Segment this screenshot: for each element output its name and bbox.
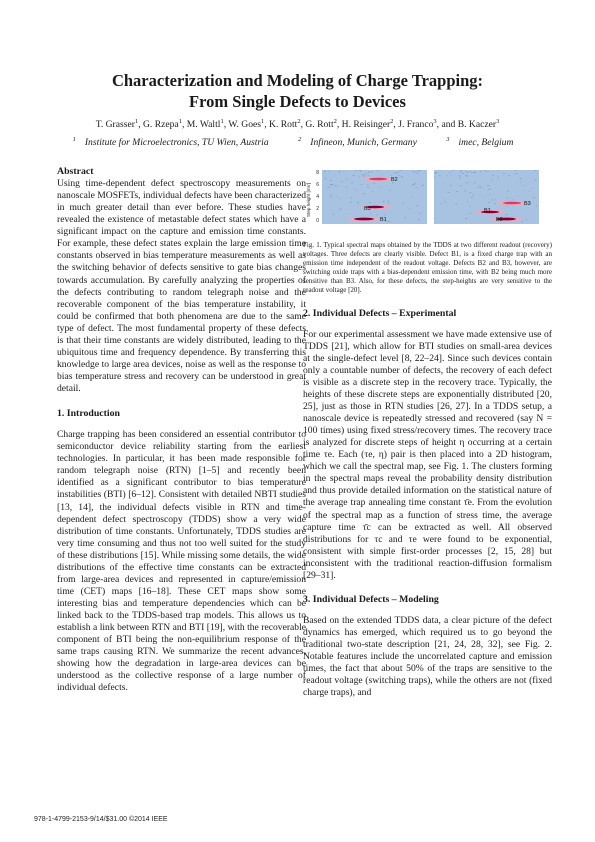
noise-speckle <box>353 175 355 176</box>
noise-speckle <box>471 173 472 174</box>
noise-speckle <box>363 193 365 194</box>
noise-speckle <box>412 197 413 198</box>
noise-speckle <box>388 201 389 202</box>
noise-speckle <box>488 202 489 203</box>
noise-speckle <box>465 175 466 176</box>
noise-speckle <box>472 195 473 196</box>
noise-speckle <box>325 179 326 180</box>
noise-speckle <box>389 190 390 191</box>
noise-speckle <box>384 215 385 216</box>
noise-speckle <box>466 183 468 184</box>
figure-1 <box>306 166 540 234</box>
noise-speckle <box>465 218 467 219</box>
noise-speckle <box>415 172 417 173</box>
noise-speckle <box>492 175 494 176</box>
noise-speckle <box>485 171 486 172</box>
noise-speckle <box>335 186 337 187</box>
noise-speckle <box>351 198 352 199</box>
y-tick-label: 8 <box>316 170 319 176</box>
noise-speckle <box>367 185 368 186</box>
noise-speckle <box>414 183 416 184</box>
noise-speckle <box>462 173 463 174</box>
noise-speckle <box>360 171 361 172</box>
author: G. Rott$^2$, <box>305 117 342 130</box>
y-tick-label: 6 <box>316 182 319 188</box>
noise-speckle <box>403 203 404 204</box>
noise-speckle <box>448 192 450 193</box>
noise-speckle <box>460 172 461 173</box>
noise-speckle <box>409 209 410 210</box>
section-2-heading: 2. Individual Defects – Experimental <box>303 307 457 319</box>
paper-title <box>40 70 555 112</box>
noise-speckle <box>494 203 496 204</box>
noise-speckle <box>419 170 421 171</box>
noise-speckle <box>434 173 436 174</box>
section-3-heading: 3. Individual Defects – Modeling <box>303 593 439 605</box>
map-background <box>434 170 539 224</box>
noise-speckle <box>470 192 472 193</box>
noise-speckle <box>371 172 372 173</box>
noise-speckle <box>503 173 504 174</box>
noise-speckle <box>358 177 359 178</box>
noise-speckle <box>507 197 508 198</box>
noise-speckle <box>354 189 355 190</box>
noise-speckle <box>441 203 442 204</box>
right-column <box>303 166 552 699</box>
noise-speckle <box>474 194 475 195</box>
noise-speckle <box>516 173 518 174</box>
noise-speckle <box>330 180 332 181</box>
affiliations <box>20 137 575 149</box>
noise-speckle <box>327 187 328 188</box>
noise-speckle <box>361 184 363 185</box>
noise-speckle <box>377 170 378 171</box>
noise-speckle <box>480 171 481 172</box>
noise-speckle <box>505 214 507 215</box>
noise-speckle <box>507 206 508 207</box>
noise-speckle <box>523 185 524 186</box>
noise-speckle <box>324 171 326 172</box>
noise-speckle <box>445 201 446 202</box>
noise-speckle <box>372 191 373 192</box>
noise-speckle <box>535 180 537 181</box>
noise-speckle <box>365 174 367 175</box>
noise-speckle <box>507 191 509 192</box>
noise-speckle <box>528 191 529 192</box>
cluster-b3 <box>503 202 521 205</box>
noise-speckle <box>416 206 418 207</box>
noise-speckle <box>388 203 390 204</box>
affiliation: $^2$ Infineon, Munich, Germany <box>298 135 417 148</box>
spectral-maps <box>306 166 540 234</box>
noise-speckle <box>453 170 454 171</box>
noise-speckle <box>491 179 493 180</box>
noise-speckle <box>471 198 473 199</box>
noise-speckle <box>536 206 537 207</box>
noise-speckle <box>349 214 350 215</box>
noise-speckle <box>456 191 458 192</box>
noise-speckle <box>492 200 494 201</box>
noise-speckle <box>339 209 340 210</box>
noise-speckle <box>460 171 461 172</box>
noise-speckle <box>333 214 334 215</box>
noise-speckle <box>413 171 415 172</box>
noise-speckle <box>451 175 452 176</box>
noise-speckle <box>477 187 478 188</box>
noise-speckle <box>465 171 466 172</box>
noise-speckle <box>346 187 348 188</box>
noise-speckle <box>480 187 482 188</box>
noise-speckle <box>401 176 403 177</box>
intro-heading: 1. Introduction <box>57 408 120 420</box>
noise-speckle <box>357 202 359 203</box>
author: M. Waltl$^1$, <box>186 117 229 130</box>
noise-speckle <box>535 170 537 171</box>
noise-speckle <box>468 172 469 173</box>
noise-speckle <box>484 170 485 171</box>
noise-speckle <box>390 221 391 222</box>
copyright-footer: 978-1-4799-2153-9/14/$31.00 ©2014 IEEE <box>34 816 168 823</box>
spectral-map-right <box>434 170 539 224</box>
noise-speckle <box>363 176 364 177</box>
noise-speckle <box>329 187 330 188</box>
author: J. Franco$^3$, and <box>398 117 458 130</box>
noise-speckle <box>329 171 330 172</box>
noise-speckle <box>398 175 399 176</box>
noise-speckle <box>417 171 418 172</box>
noise-speckle <box>519 178 521 179</box>
author: T. Grasser$^1$, <box>95 117 143 130</box>
defect-label: B1 <box>380 217 387 223</box>
noise-speckle <box>459 176 461 177</box>
noise-speckle <box>521 182 522 183</box>
noise-speckle <box>464 191 466 192</box>
noise-speckle <box>497 176 498 177</box>
noise-speckle <box>487 185 489 186</box>
noise-speckle <box>490 194 491 195</box>
y-tick-label: 0 <box>316 218 319 224</box>
noise-speckle <box>397 172 399 173</box>
noise-speckle <box>497 178 498 179</box>
intro-text: Charge trapping has been considered an essential contributor to semiconductor device reliability starting from the earliest technologies. In particular, it has been made responsible for random telegraph noise (RTN) [1–5] and recently been identified as a significant contributor to bias temperature instabilities (BTI) [6–12]. Consistent with detailed NBTI studies [13, 14], the individual defects visible in RTN and time-dependent defect spectroscopy (TDDS) show a very wide distribution of time constants. Unfortunately, TDDS studies are very time consuming and thus not too well suited for the study of these distributions [15]. While missing some details, the wide distributions of the effective time constants can be extracted from large-area devices and represented in capture/emission time (CET) maps [16–18]. These CET maps show some interesting bias and temperature dependencies which can be linked back to the TDDS-based trap models. This allows us to establish a link between RTN and BTI [19], with the recoverable component of BTI being the non-equilibrium response of the same traps causing RTN. We summarize the recent advances, showing how the degradation in large-area devices can be understood as the collective response of a large number of individual defects. <box>57 429 306 694</box>
author: H. Reisinger$^2$, <box>341 117 399 130</box>
noise-speckle <box>467 201 468 202</box>
noise-speckle <box>479 186 480 187</box>
affiliation: $^1$ Institute for Microelectronics, TU Wien, Austria <box>72 135 269 148</box>
noise-speckle <box>367 187 369 188</box>
noise-speckle <box>485 197 486 198</box>
noise-speckle <box>376 214 377 215</box>
abstract-heading: Abstract <box>57 166 94 177</box>
noise-speckle <box>513 199 514 200</box>
affiliation: $^3$ imec, Belgium <box>446 135 514 148</box>
noise-speckle <box>488 189 490 190</box>
noise-speckle <box>507 198 508 199</box>
author-list <box>20 119 575 131</box>
noise-speckle <box>369 202 371 203</box>
defect-label: B2 <box>391 177 398 183</box>
noise-speckle <box>368 172 370 173</box>
noise-speckle <box>325 178 327 179</box>
author: K. Rott$^2$, <box>269 117 306 130</box>
y-tick-label: 2 <box>316 206 319 212</box>
author: B. Kaczer$^3$ <box>457 117 500 130</box>
noise-speckle <box>450 185 451 186</box>
noise-speckle <box>339 172 340 173</box>
noise-speckle <box>521 222 523 223</box>
noise-speckle <box>447 176 448 177</box>
noise-speckle <box>413 184 415 185</box>
y-tick-labels <box>316 170 319 224</box>
noise-speckle <box>469 206 470 207</box>
noise-speckle <box>395 173 397 174</box>
noise-speckle <box>498 170 499 171</box>
spectral-map-left <box>322 170 427 224</box>
noise-speckle <box>405 218 406 219</box>
noise-speckle <box>420 213 421 214</box>
noise-speckle <box>473 172 475 173</box>
noise-speckle <box>417 173 419 174</box>
defect-label: B3 <box>364 206 371 212</box>
author: W. Goes$^1$, <box>228 117 270 130</box>
noise-speckle <box>422 185 424 186</box>
section-3-text: Based on the extended TDDS data, a clear picture of the defect dynamics has emerged, which required us to go beyond the traditional two-state description [21, 24, 28, 32], see Fig. 2. Notable features include the uncorrelated capture and emission times, the fact that about 50% of the traps are sensitive to the readout voltage (switching traps), while the others are not (fixed charge traps), and <box>303 614 552 699</box>
noise-speckle <box>533 197 535 198</box>
left-column <box>57 166 306 695</box>
noise-speckle <box>383 201 385 202</box>
noise-speckle <box>330 184 332 185</box>
noise-speckle <box>330 197 331 198</box>
y-axis-label: Step height [mV] <box>306 183 311 217</box>
title-line-1: Characterization and Modeling of Charge Trapping: <box>111 71 484 90</box>
noise-speckle <box>373 183 375 184</box>
noise-speckle <box>336 196 337 197</box>
noise-speckle <box>340 209 341 210</box>
noise-speckle <box>474 183 476 184</box>
noise-speckle <box>449 172 450 173</box>
figure-caption: Fig. 1. Typical spectral maps obtained by the TDDS at two different readout (recovery) voltages. Three defects are clearly visible. Defect B1, is a fixed charge trap with an emission time independent of the readout voltage. Defects B2 and B3, however, are switching oxide traps with a bias-dependent emission time, with B2 being much more sensitive than B3. Also, for these defects, the step-heights are very sensitive to the readout voltage [20]. <box>303 241 552 295</box>
noise-speckle <box>415 187 417 188</box>
noise-speckle <box>400 170 401 171</box>
noise-speckle <box>368 175 369 176</box>
noise-speckle <box>355 170 356 171</box>
noise-speckle <box>351 183 353 184</box>
abstract-text: Using time-dependent defect spectroscopy measurements on nanoscale MOSFETs, individual defects have been characterized in much greater detail than ever before. These studies have revealed the existence of metastable defect states which have a significant impact on the capture and emission time constants. For example, these defect states explain the large emission time constants observed in bias temperature measurements as well as the switching behavior of defects sensitive to gate bias changes towards accumulation. By carefully analyzing the properties of the defects contributing to random telegraph noise and the recoverable component of the bias temperature instability, it could be confirmed that both phenomena are due to the same type of defect. The most fundamental property of these defects is that their time constants are widely distributed, leading to the ubiquitous time and frequency dependence. By transferring this knowledge to large area devices, noise as well as the response to bias temperature stress and recovery can be understood in great detail. <box>57 178 306 395</box>
noise-speckle <box>439 175 440 176</box>
cluster-b2 <box>369 178 387 181</box>
noise-speckle <box>515 170 516 171</box>
noise-speckle <box>350 202 352 203</box>
noise-speckle <box>470 213 471 214</box>
section-2-text: For our experimental assessment we have made extensive use of TDDS [21], which allow for BTI studies on small-area devices at the single-defect level [8, 22–24]. Since such devices contain only a countable number of defects, the recovery of each defect is visible as a discrete step in the recovery trace. Typically, the heights of these discrete steps are exponentially distributed [20, 25], just as those in RTN studies [26, 27]. In a TDDS setup, a nanoscale device is repeatedly stressed and recovered (say N = 100 times) using fixed stress/recovery times. The recovery trace is analyzed for discrete steps of height η occurring at a certain time τe. Each (τe, η) pair is then placed into a 2D histogram, which we call the spectral map, see Fig. 1. The clusters forming in the spectral maps reveal the probability density distribution and thus provide detailed information on the statistical nature of the average trap annealing time constant τ̄e. From the evolution of the spectral map as a function of stress time, the average capture time τ̄c can be extracted as well. All observed distributions for τc and τe were found to be exponential, consistent with simple first-order processes [2, 15, 28] but inconsistent with the traditional reaction-diffusion formalism [29–31]. <box>303 328 552 581</box>
noise-speckle <box>526 219 527 220</box>
author: G. Rzepa$^1$, <box>142 117 187 130</box>
noise-speckle <box>470 171 471 172</box>
cluster-b1 <box>354 218 374 221</box>
title-line-2: From Single Defects to Devices <box>189 92 406 111</box>
noise-speckle <box>436 222 437 223</box>
noise-speckle <box>508 175 510 176</box>
noise-speckle <box>331 195 332 196</box>
noise-speckle <box>341 182 343 183</box>
noise-speckle <box>488 171 489 172</box>
noise-speckle <box>339 171 340 172</box>
noise-speckle <box>459 178 460 179</box>
noise-speckle <box>460 185 462 186</box>
noise-speckle <box>434 218 435 219</box>
noise-speckle <box>456 204 457 205</box>
noise-speckle <box>362 175 363 176</box>
noise-speckle <box>418 219 420 220</box>
defect-label: B2 <box>496 217 503 223</box>
defect-label: B3 <box>524 201 531 207</box>
noise-speckle <box>435 172 437 173</box>
noise-speckle <box>387 221 389 222</box>
noise-speckle <box>371 213 372 214</box>
noise-speckle <box>358 204 359 205</box>
noise-speckle <box>356 190 357 191</box>
noise-speckle <box>466 176 468 177</box>
noise-speckle <box>380 187 381 188</box>
noise-speckle <box>344 171 345 172</box>
noise-speckle <box>339 198 340 199</box>
noise-speckle <box>495 199 496 200</box>
defect-label: B1 <box>484 208 491 214</box>
noise-speckle <box>412 185 414 186</box>
noise-speckle <box>434 177 435 178</box>
noise-speckle <box>391 175 392 176</box>
y-tick-label: 4 <box>316 194 319 200</box>
noise-speckle <box>346 180 348 181</box>
